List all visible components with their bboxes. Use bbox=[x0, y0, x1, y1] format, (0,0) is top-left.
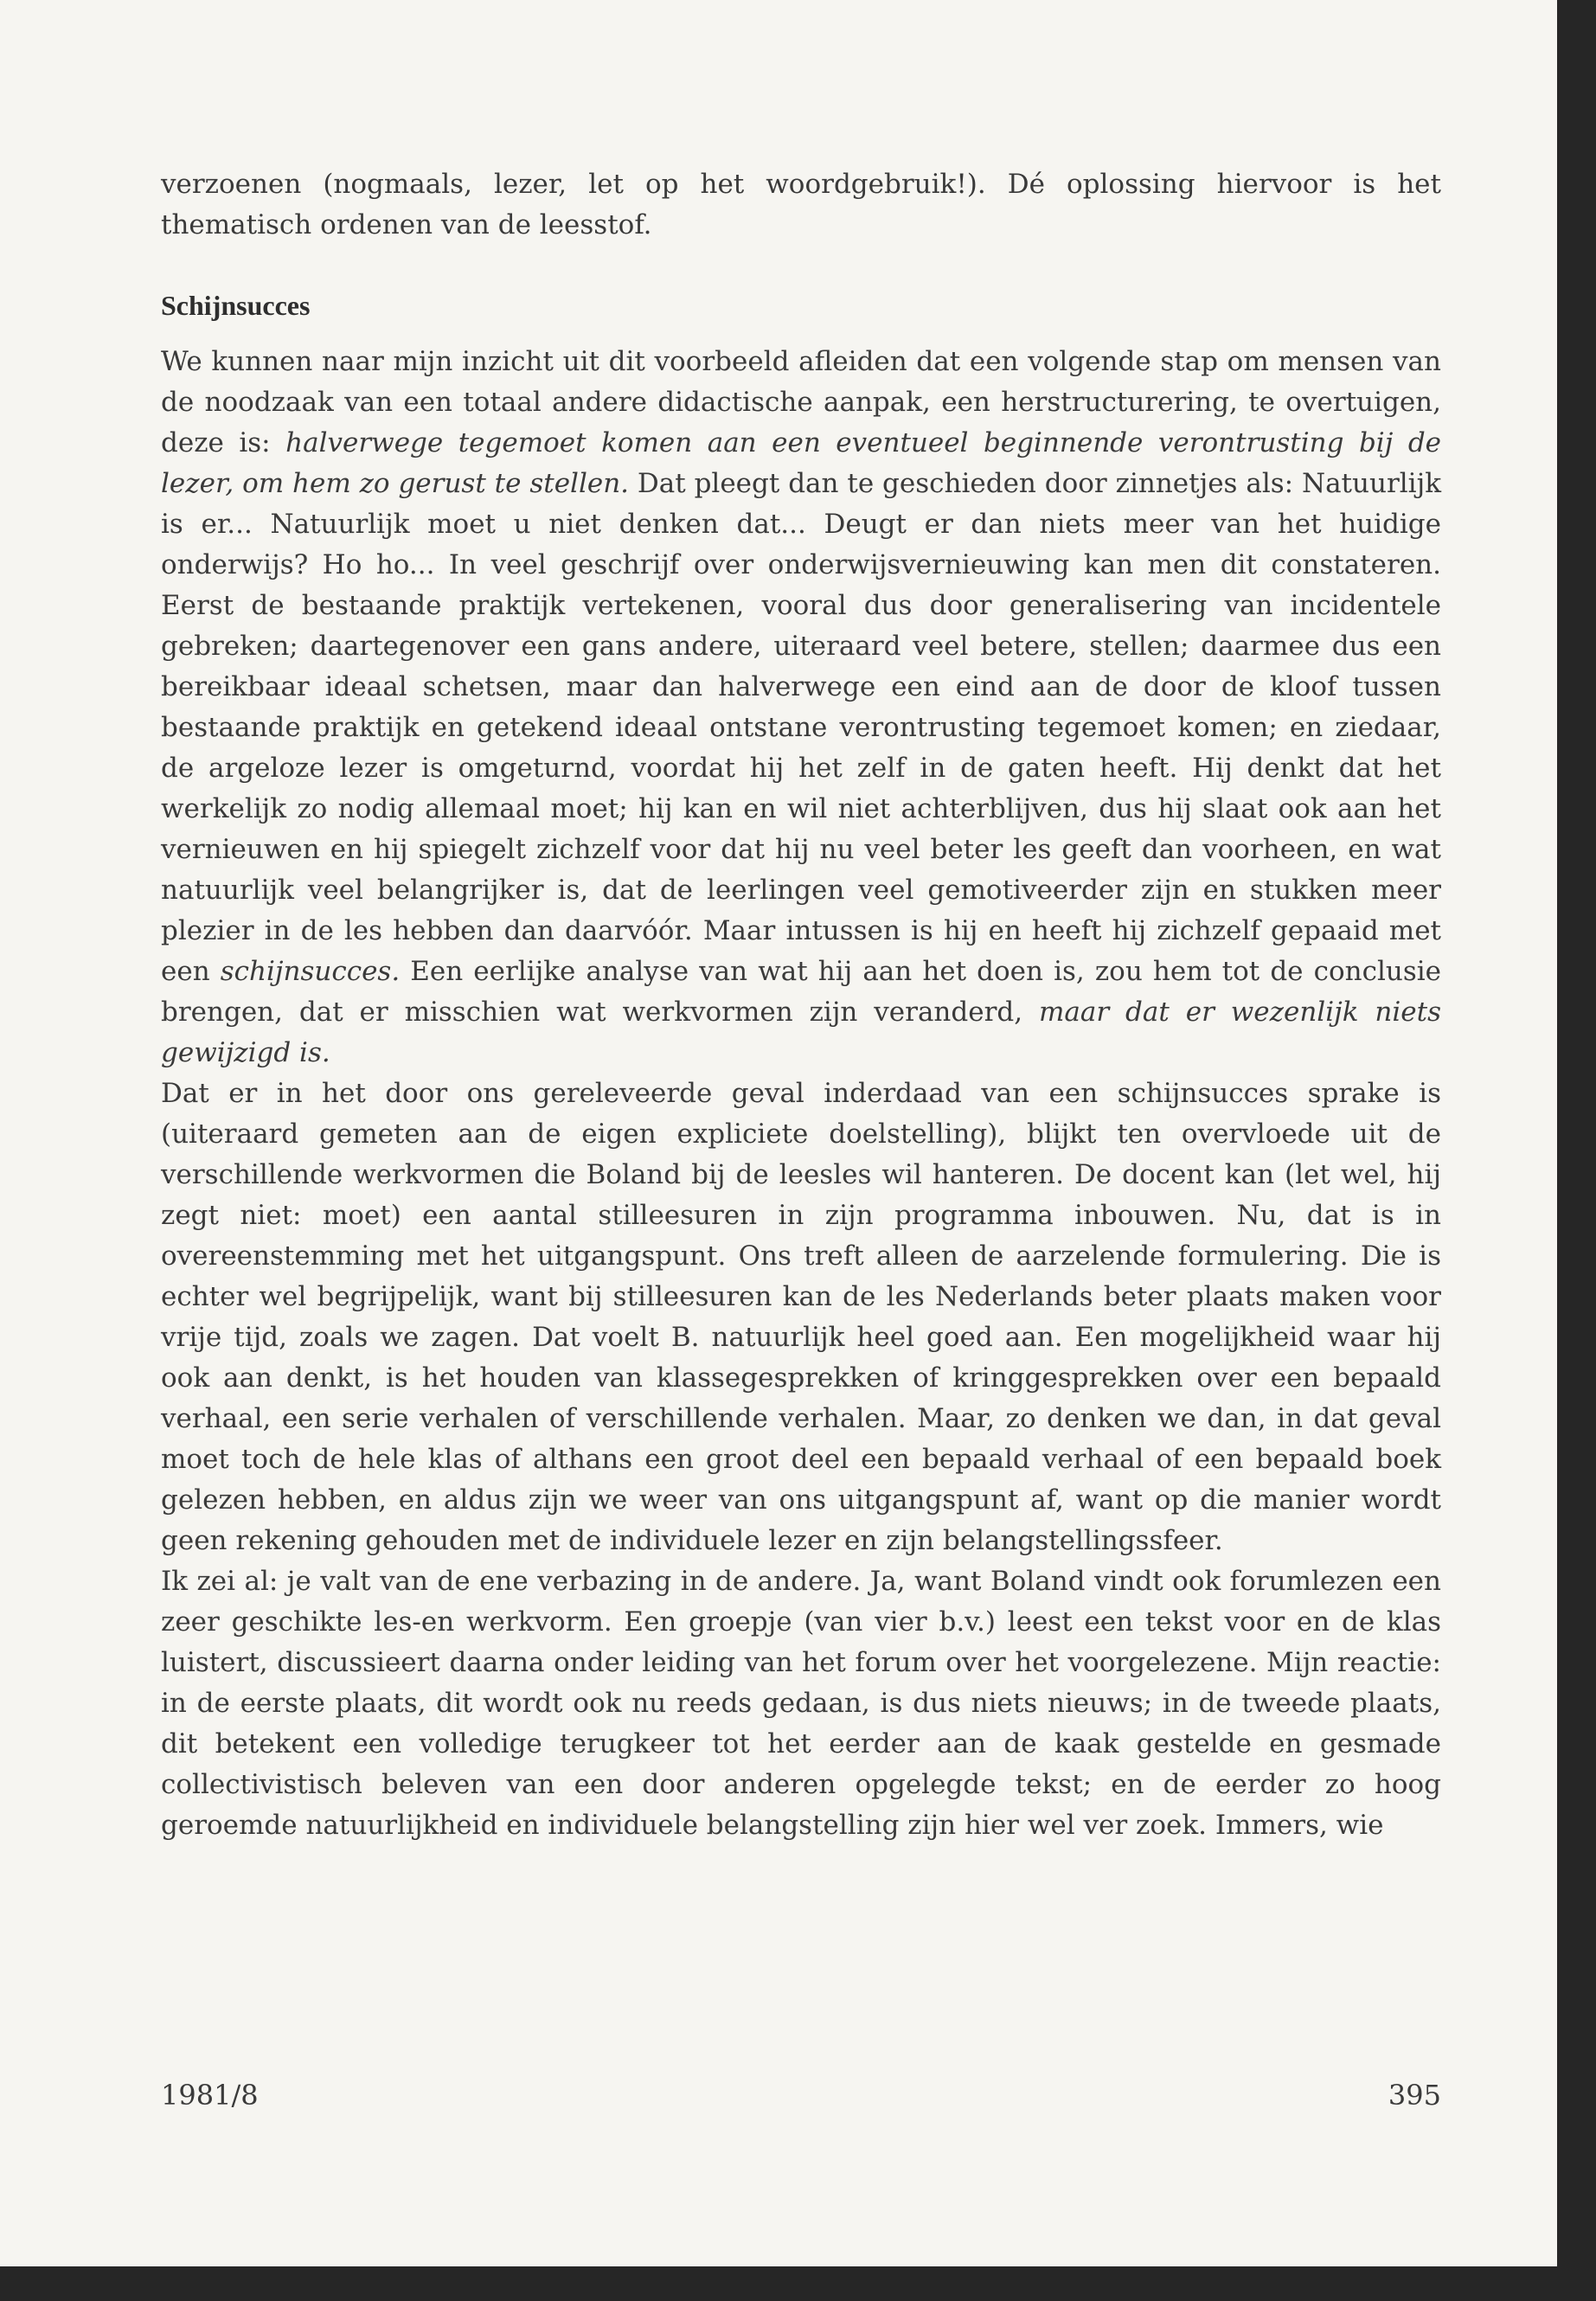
paragraph-1-text-c: Dat pleegt dan te geschieden door zinnetjes als: Natuurlijk is er... Natuurlijk moet u niet denken dat... Deugt er dan niets meer van het huidige onderwijs? Ho ho... In veel geschrijf over onderwijsvernieuwing kan men dit constateren. Eerst de bestaande praktijk vertekenen, vooral dus door generalisering van incidentele gebreken; daartegenover een gans andere, uiteraard veel betere, stellen; daarmee dus een bereikbaar ideaal schetsen, maar dan halverwege een eind aan de door de kloof tussen bestaande praktijk en getekend ideaal ontstane verontrusting tegemoet komen; en ziedaar, de argeloze lezer is omgeturnd, voordat hij het zelf in de gaten heeft. Hij denkt dat het werkelijk zo nodig allemaal moet; hij kan en wil niet achterblijven, dus hij slaat ook aan het vernieuwen en hij spiegelt zichzelf voor dat hij nu veel beter les geeft dan voorheen, en wat natuurlijk veel belangrijker is, dat de leerlingen veel gemotiveerder zijn en stukken meer plezier in de les hebben dan daarvóór. Maar intussen is hij en heeft hij zichzelf gepaaid met een bbox=[161, 468, 1441, 987]
paragraph-1-text-a: We kunnen naar mijn inzicht uit dit voorbeeld afleiden dat een volgende stap om mensen van de noodzaak van een totaal andere didactische aanpak, een herstructurering, te overtuigen, deze is: bbox=[161, 346, 1441, 458]
footer-issue: 1981/8 bbox=[161, 2079, 259, 2112]
paragraph-1 bbox=[161, 342, 1441, 1074]
scan-border-bottom bbox=[0, 2266, 1596, 2301]
article-body bbox=[161, 164, 1441, 1846]
paragraph-1-emphasis-a: halverwege tegemoet komen aan een eventueel beginnende verontrusting bij de lezer, om hem zo gerust te stellen. bbox=[161, 427, 1442, 499]
footer-page-number: 395 bbox=[1388, 2079, 1441, 2112]
paragraph-1-text-e: Een eerlijke analyse van wat hij aan het doen is, zou hem tot de conclusie brengen, dat er misschien wat werkvormen zijn veranderd, bbox=[161, 956, 1442, 1028]
paragraph-3: Ik zei al: je valt van de ene verbazing in de andere. Ja, want Boland vindt ook forumlezen een zeer geschikte les-en werkvorm. Een groepje (van vier b.v.) leest een tekst voor en de klas luistert, discussieert daarna onder leiding van het forum over het voorgelezene. Mijn reactie: in de eerste plaats, dit wordt ook nu reeds gedaan, is dus niets nieuws; in de tweede plaats, dit betekent een volledige terugkeer tot het eerder aan de kaak gestelde en gesmade collectivistisch beleven van een door anderen opgelegde tekst; en de eerder zo hoog geroemde natuurlijkheid en individuele belangstelling zijn hier wel ver zoek. Immers, wie bbox=[161, 1566, 1441, 1841]
section-heading: Schijnsucces bbox=[161, 290, 311, 321]
intro-paragraph: verzoenen (nogmaals, lezer, let op het woordgebruik!). Dé oplossing hiervoor is het thematisch ordenen van de leesstof. bbox=[161, 169, 1441, 240]
paragraph-2: Dat er in het door ons gereleveerde geval inderdaad van een schijnsucces sprake is (uiteraard gemeten aan de eigen expliciete doelstelling), blijkt ten overvloede uit de verschillende werkvormen die Boland bij de leesles wil hanteren. De docent kan (let wel, hij zegt niet: moet) een aantal stilleesuren in zijn programma inbouwen. Nu, dat is in overeenstemming met het uitgangspunt. Ons treft alleen de aarzelende formulering. Die is echter wel begrijpelijk, want bij stilleesuren kan de les Nederlands beter plaats maken voor vrije tijd, zoals we zagen. Dat voelt B. natuurlijk heel goed aan. Een mogelijkheid waar hij ook aan denkt, is het houden van klassegesprekken of kringgesprekken over een bepaald verhaal, een serie verhalen of verschillende verhalen. Maar, zo denken we dan, in dat geval moet toch de hele klas of althans een groot deel een bepaald verhaal of een bepaald boek gelezen hebben, en aldus zijn we weer van ons uitgangspunt af, want op die manier wordt geen rekening gehouden met de individuele lezer en zijn belangstellingssfeer. bbox=[161, 1078, 1441, 1556]
paragraph-1-emphasis-c: maar dat er wezenlijk niets gewijzigd is. bbox=[161, 997, 1441, 1068]
scan-border-right bbox=[1557, 0, 1596, 2301]
paragraph-1-emphasis-b: schijnsucces. bbox=[220, 956, 401, 987]
